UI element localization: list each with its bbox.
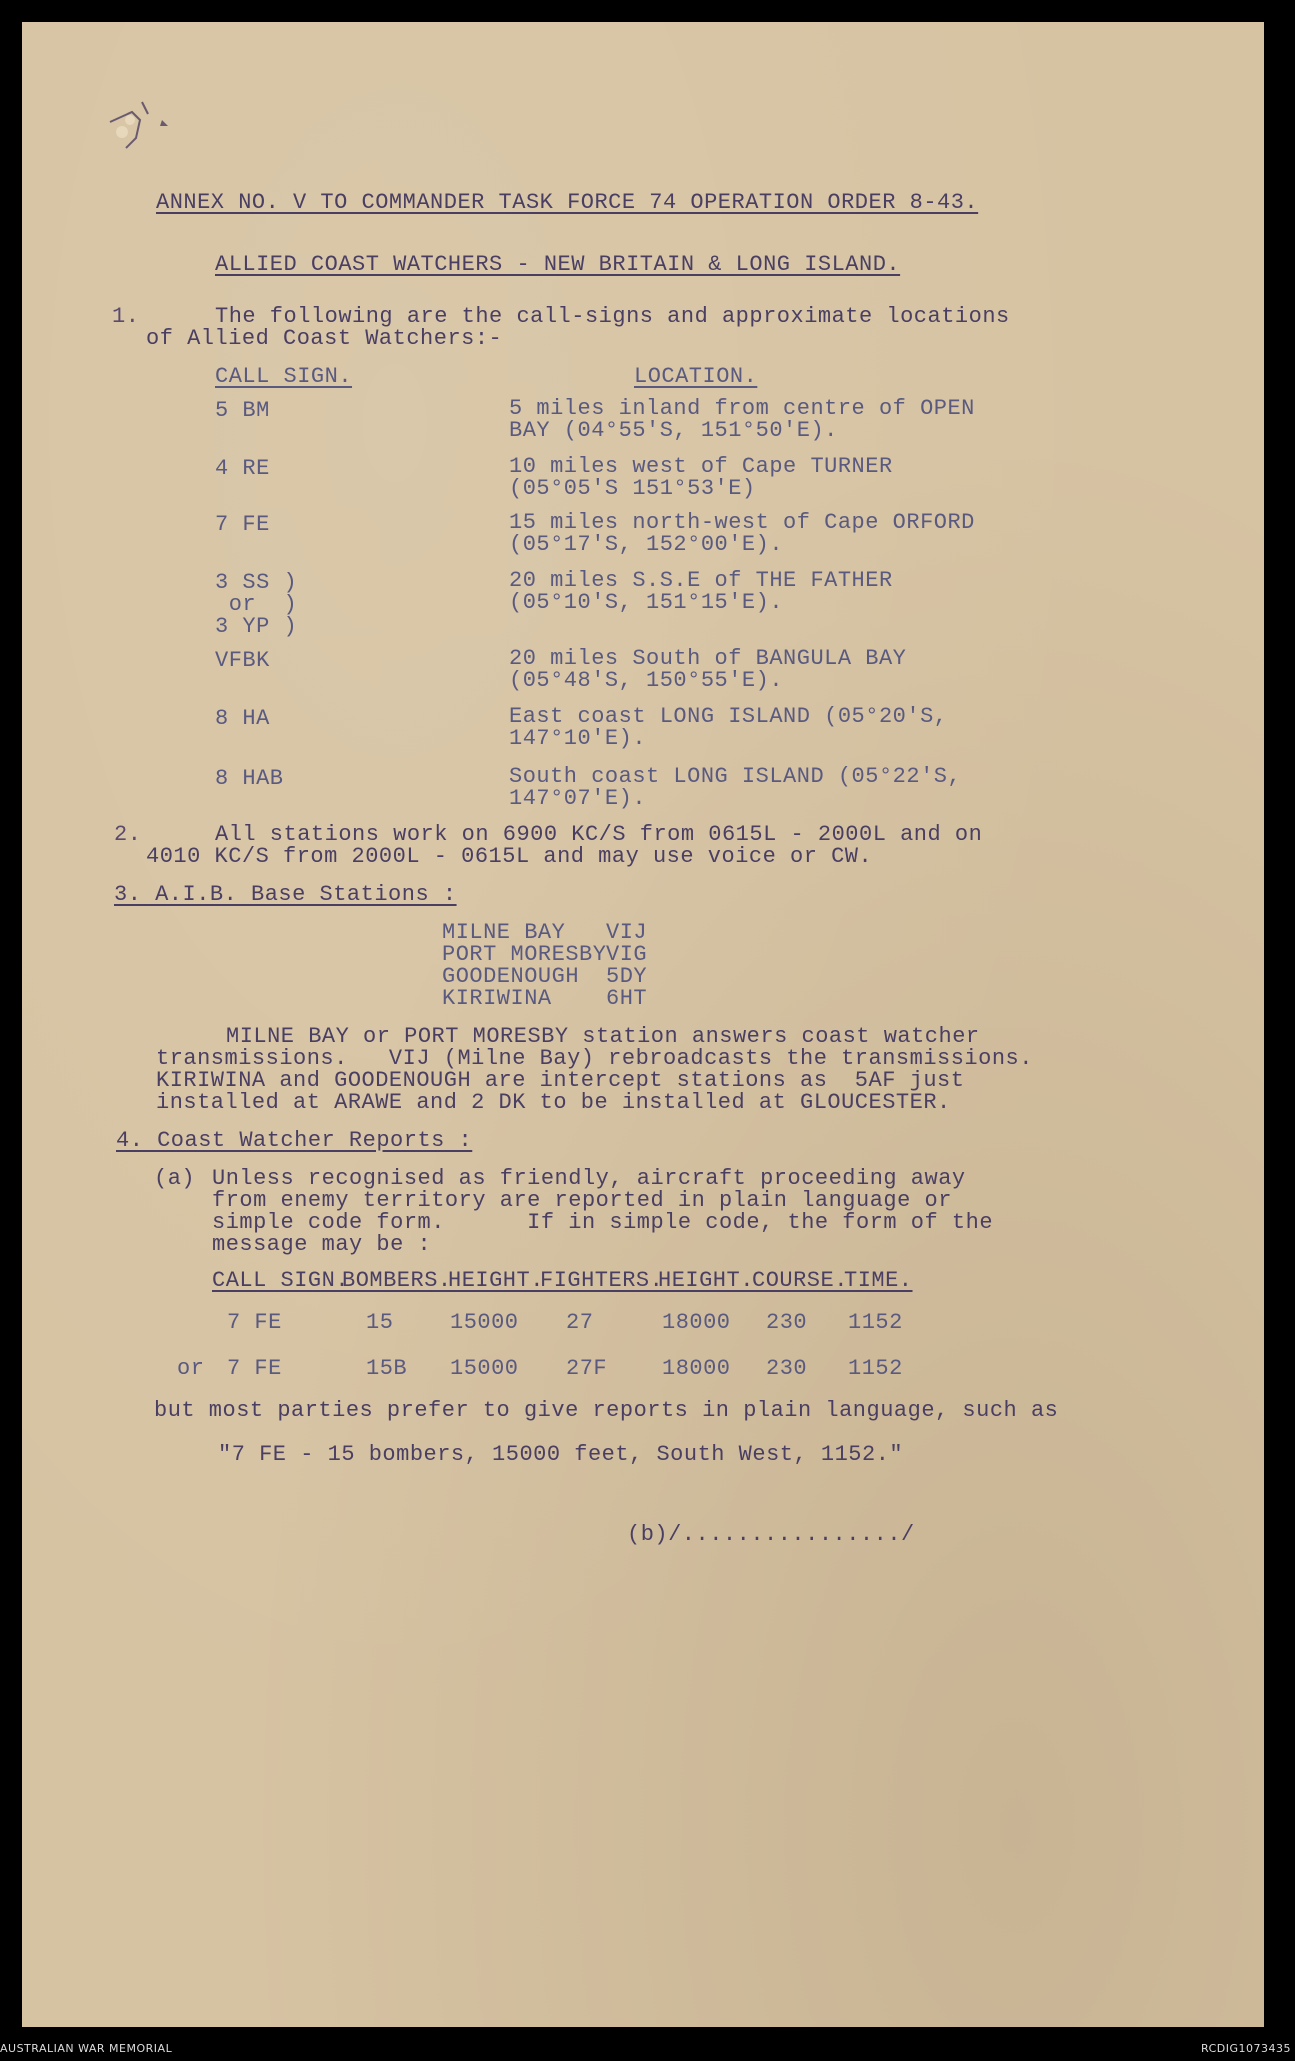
para1-line2: of Allied Coast Watchers:- <box>146 326 503 351</box>
row-call-sign: 4 RE <box>215 456 270 481</box>
para2-number: 2. <box>114 822 142 847</box>
table-cell: 15B <box>366 1356 408 1381</box>
table-cell: 230 <box>766 1310 808 1335</box>
table-row-prefix: or <box>177 1356 205 1381</box>
table-cell: 27F <box>566 1356 608 1381</box>
row-call-sign: 7 FE <box>215 512 270 537</box>
row-location: 20 miles S.S.E of THE FATHER <box>509 568 893 593</box>
para4-closing: but most parties prefer to give reports in plain language, such as <box>154 1398 1059 1423</box>
table-header-height: HEIGHT. <box>448 1268 544 1293</box>
row-location: (05°17'S, 152°00'E). <box>509 532 784 557</box>
para3-text-line: KIRIWINA and GOODENOUGH are intercept stations as 5AF just <box>156 1068 965 1093</box>
table-header-fighters: FIGHTERS. <box>540 1268 664 1293</box>
table-cell: 18000 <box>662 1310 731 1335</box>
row-location: 15 miles north-west of Cape ORFORD <box>509 510 975 535</box>
table-header-height: HEIGHT. <box>658 1268 754 1293</box>
row-location: South coast LONG ISLAND (05°22'S, <box>509 764 962 789</box>
para1-number: 1. <box>112 304 140 329</box>
station-sign: VIJ <box>606 920 648 945</box>
para4-a-line: simple code form. If in simple code, the form of the <box>212 1210 994 1235</box>
row-call-sign: or ) <box>215 592 298 617</box>
row-location: 147°10'E). <box>509 726 647 751</box>
para3-text-line: transmissions. VIJ (Milne Bay) rebroadcasts the transmissions. <box>156 1046 1033 1071</box>
para4-a-line: Unless recognised as friendly, aircraft proceeding away <box>212 1166 966 1191</box>
para2-line1: All stations work on 6900 KC/S from 0615L - 2000L and on <box>215 822 983 847</box>
column-header-location: LOCATION. <box>634 364 758 389</box>
para4-heading: 4. Coast Watcher Reports : <box>116 1128 473 1153</box>
row-call-sign: VFBK <box>215 648 270 673</box>
table-cell: 15 <box>366 1310 394 1335</box>
table-cell: 7 FE <box>227 1310 282 1335</box>
footer-id: RCDIG1073435 <box>1200 2042 1291 2055</box>
table-cell: 18000 <box>662 1356 731 1381</box>
station-name: PORT MORESBY <box>442 942 607 967</box>
row-call-sign: 5 BM <box>215 398 270 423</box>
column-header-call-sign: CALL SIGN. <box>215 364 353 389</box>
stamp-mark-icon <box>102 92 182 162</box>
table-header-call-sign: CALL SIGN. <box>212 1268 350 1293</box>
table-cell: 15000 <box>450 1356 519 1381</box>
table-cell: 1152 <box>848 1356 903 1381</box>
para3-text-line: MILNE BAY or PORT MORESBY station answers coast watcher <box>226 1024 980 1049</box>
table-header-time: TIME. <box>844 1268 913 1293</box>
para3-text-line: installed at ARAWE and 2 DK to be installed at GLOUCESTER. <box>156 1090 951 1115</box>
table-cell: 27 <box>566 1310 594 1335</box>
station-sign: 6HT <box>606 986 648 1011</box>
table-header-course: COURSE. <box>752 1268 848 1293</box>
document-page <box>22 22 1264 2027</box>
row-location: 20 miles South of BANGULA BAY <box>509 646 907 671</box>
para4-a-label: (a) <box>154 1166 196 1191</box>
station-sign: VIG <box>606 942 648 967</box>
footer-source: AUSTRALIAN WAR MEMORIAL <box>0 2042 173 2055</box>
row-location: 147°07'E). <box>509 786 647 811</box>
table-cell: 7 FE <box>227 1356 282 1381</box>
annex-title: ANNEX NO. V TO COMMANDER TASK FORCE 74 OPERATION ORDER 8-43. <box>156 190 979 215</box>
row-call-sign: 3 SS ) <box>215 570 298 595</box>
row-call-sign: 8 HAB <box>215 766 284 791</box>
table-cell: 1152 <box>848 1310 903 1335</box>
row-call-sign: 8 HA <box>215 706 270 731</box>
para1-line1: The following are the call-signs and approximate locations <box>215 304 1010 329</box>
row-location: 5 miles inland from centre of OPEN <box>509 396 975 421</box>
row-location: (05°10'S, 151°15'E). <box>509 590 784 615</box>
para2-line2: 4010 KC/S from 2000L - 0615L and may use voice or CW. <box>146 844 873 869</box>
table-cell: 15000 <box>450 1310 519 1335</box>
continuation-marker: (b)/................/ <box>627 1522 915 1547</box>
table-header-bombers: BOMBERS. <box>342 1268 452 1293</box>
row-location: (05°05'S 151°53'E) <box>509 476 756 501</box>
para3-heading: 3. A.I.B. Base Stations : <box>114 882 457 907</box>
row-location: 10 miles west of Cape TURNER <box>509 454 893 479</box>
row-location: East coast LONG ISLAND (05°20'S, <box>509 704 948 729</box>
table-cell: 230 <box>766 1356 808 1381</box>
station-name: GOODENOUGH <box>442 964 580 989</box>
para4-a-line: from enemy territory are reported in plain language or <box>212 1188 952 1213</box>
station-name: MILNE BAY <box>442 920 566 945</box>
row-call-sign: 3 YP ) <box>215 614 298 639</box>
station-sign: 5DY <box>606 964 648 989</box>
station-name: KIRIWINA <box>442 986 552 1011</box>
para4-example: "7 FE - 15 bombers, 15000 feet, South West, 1152." <box>218 1442 904 1467</box>
para4-a-line: message may be : <box>212 1232 432 1257</box>
row-location: (05°48'S, 150°55'E). <box>509 668 784 693</box>
row-location: BAY (04°55'S, 151°50'E). <box>509 418 838 443</box>
document-subtitle: ALLIED COAST WATCHERS - NEW BRITAIN & LONG ISLAND. <box>215 252 901 277</box>
